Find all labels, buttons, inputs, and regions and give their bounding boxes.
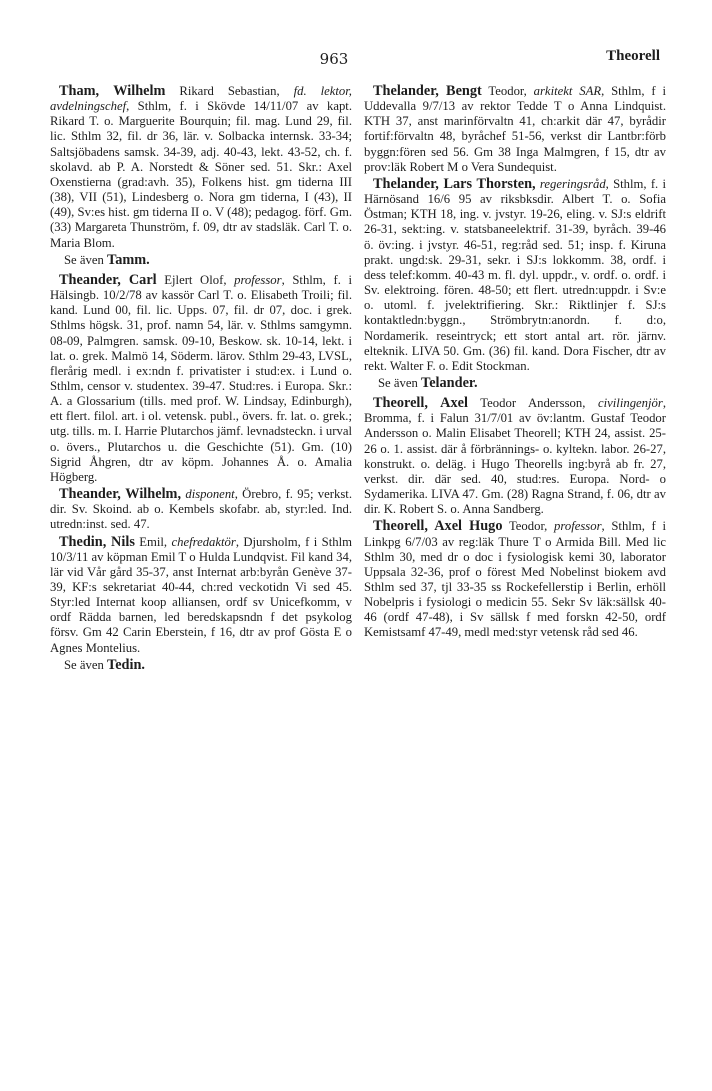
- entry-title: arkitekt SAR: [533, 84, 602, 98]
- see-also-ref: Tamm.: [106, 251, 150, 268]
- entry-body: , Sthlm, f i Linkpg 6/7/03 av reg:läk Thure T o Armida Bill. Med lic Sthlm 30, med dr o doc i fysiologisk kemi 30, laborator Uppsala 32-36, prof o förest Med Nobelinst biokem avd Sthlm sed 37, tjl 33-35 ss Rockefellerstip i Berlin, erhöll Nobelpris i fysiologi o medicin 55. Sekr Sv läk:sällsk 40-46 (ordf 47-48), i Sv sällsk f med forskn 42-50, ordf Kemistsamf 47-49, medl med:styr vetensk råd sed 46.: [364, 519, 666, 640]
- entry-body: , Sthlm, f. i Skövde 14/11/07 av kapt. Rikard T. o. Marguerite Bourquin; fil. mag. Lund 29, fil. lic. Sthlm 32, fil. dr 36, lär. v. Solbacka internsk. 33-34; Saltsjöbadens samsk. 34-39, adj. 40-43, lekt. 43-52, ch. f. skolavd. ab P. A. Norstedt & Söner sed. 51. Skr.: Axel Oxenstierna (grad:avh. 35), Folkens hist. gm tiderna III (38), VII (51), Lindesberg o. Nora gm tiderna, I (43), II (49), Sv:es hist. gm tiderna II o. V (48); pedagog. förf. Gm. (33) Margareta Thunström, f. 09, dtr av stadsläk. Carl T. o. Maria Blom.: [50, 99, 352, 250]
- see-also-label: Se även: [64, 657, 104, 672]
- entry-name: Thelander, Bengt: [373, 83, 482, 99]
- entry-title: professor: [554, 519, 602, 534]
- see-also-label: Se även: [378, 375, 418, 390]
- entry-body: , Bromma, f. i Falun 31/7/01 av öv:lantm. Gustaf Teodor Andersson o. Malin Elisabet Theorell; KTH 24, assist. 25-26 o. 1. assist. där å förbrännings- o. kyltekn. labor. 26-27, konstrukt. o. deläg. i Hugo Theorells ing:byrå ab fr. 27, verkst. dir. där sed. 40, stud:res. Europa. Nord- o Sydamerika. LIVA 47. Gm. (28) Ragna Strand, f. 06, dtr av dir. K. Robert S. o. Anna Sandberg.: [364, 396, 666, 517]
- entry-name: Theander, Carl: [59, 271, 157, 288]
- entry-theorell-axel-hugo: [364, 519, 666, 640]
- entry-body: , Sthlm, f i Uddevalla 9/7/13 av rektor Tedde T o Anna Lindquist. KTH 37, anst marinförvaltn 41, ch:arkit där 47, byrådir fortif:förvaltn 48, byråchef 51-56, verkst dir Lantbr:förb byggn:fören sed 56. Gm 38 Inga Malmgren, f 15, dtr av prov:läk Robert M o Vera Sundequist.: [364, 84, 666, 174]
- entry-given-names: Teodor,: [481, 84, 534, 98]
- entry-given-names: Emil,: [134, 534, 172, 549]
- entry-name: Theorell, Axel Hugo: [373, 518, 503, 535]
- entry-body: , Sthlm, f. i Hälsingb. 10/2/78 av kassör Carl T. o. Elisabeth Troili; fil. kand. Lund 00, fil. lic. Upps. 07, fil. dr 07, doc. i grek. Sthlms högsk. 31, prof. namn 54, lär. v. Sthlms samgymn. 08-09, Palmgren. samsk. 09-10, Beskow. sk. 10-14, lekt. i lat. o. grek. Malmö 14, Söderm. lärov. Sthlm 29-43, LVSL, flerårig medl. i ex:ndn f. privatister i stud:ex. i Lund o. Sthlm, censor v. studentex. 39-47. Stud:res. i Europa. Skr.: A. a Glossarium (tills. med prof. W. Lindsay, Edinburgh), ett flert. filol. art. i ol. vetensk. publ., övers. fr. lat. o. grek.; utg. tills. m. I. Harrie Plutarchos jämf. levnadsteckn. i urval o. övers., Plutarchos u. die Geschichte (51). Gm. (10) Sigrid Åhgren, dtr av köpm. Johannes Å. o. Amalia Högberg.: [50, 272, 352, 484]
- entry-given-names: Ejlert Olof,: [156, 272, 235, 287]
- entry-body: , Örebro, f. 95; verkst. dir. Sv. Skoind. ab o. Kembels skofabr. ab, styr:led. Ind. utredn:inst. sed. 47.: [50, 487, 352, 532]
- entry-body: , Djursholm, f i Sthlm 10/3/11 av köpman Emil T o Hulda Lundqvist. Fil kand 34, lär vid Vår gård 35-37, anst Internat arb:byrån Genève 37-39, KF:s sekretariat 40-44, ch:red veckotidn Vi sed 45. Styr:led Internat koop alliansen, ordf sv Unicefkomm, v ordf Rädda barnen, led beredskapsndn f det psykolog försv. Gm 42 Carin Eberstein, f 16, dtr av prof Gösta E o Agnes Montelius.: [50, 534, 352, 655]
- left-column: [50, 84, 352, 678]
- see-also-ref: Telander.: [420, 374, 478, 391]
- entry-name: Tham, Wilhelm: [59, 83, 166, 99]
- entry-name: Theorell, Axel: [373, 395, 468, 412]
- see-also-tamm: [64, 253, 352, 268]
- entry-given-names: Teodor Andersson,: [467, 396, 598, 411]
- entry-thelander-lars-thorsten: [364, 177, 666, 374]
- entry-tham-wilhelm: [50, 84, 352, 251]
- running-head: Theorell: [606, 48, 660, 64]
- entry-title: disponent: [185, 487, 235, 502]
- entry-given-names: Rikard Sebastian,: [165, 84, 294, 98]
- entry-name: Thelander, Lars Thorsten,: [373, 175, 536, 192]
- entry-thedin-nils: [50, 535, 352, 656]
- entry-title: civilingenjör: [597, 396, 663, 411]
- see-also-ref: Tedin.: [106, 656, 146, 673]
- entry-theander-wilhelm: [50, 487, 352, 532]
- entry-title: regeringsråd: [539, 176, 606, 191]
- entry-thelander-bengt: [364, 84, 666, 175]
- entry-title: fd. lektor, avdelningschef: [50, 84, 352, 114]
- page-number: 963: [319, 50, 349, 68]
- see-also-telander: [378, 376, 666, 391]
- entry-name: Theander, Wilhelm,: [59, 486, 182, 503]
- entry-theorell-axel: [364, 396, 666, 517]
- entry-title: professor: [234, 272, 282, 287]
- entry-title: chefredaktör: [171, 534, 236, 549]
- entry-body: , Sthlm, f. i Härnösand 16/6 95 av riksbksdir. Albert T. o. Sofia Östman; KTH 18, ing. v. jvstyr. 19-26, eling. v. SJ:s eldrift 26-31, sekt:ing. v. statsbaneelektrif. 31-39, byråch. 39-46 ö. öv:ing. i jvstyr. 46-51, reg:råd sed. 51; insp. f. Kiruna prakt. ungd:sk. 29-31, sekr. i SJ:s lokkomm. 38, ordf. i dess telef:komm. 40-43 m. fl. dyl. uppdr., v. ordf. o. ordf. i Sv. elektroing. fören. 48-50; ett flert. utredn:uppdr. i Sv:e o. utoml. f. jvelektrifiering. Skr.: Riktlinjer f. SJ:s kontaktledn:byggn., Strömbrytn:anordn. f. d:o, Nordamerik. reseintryck; ett stort antal art. rör. järnv. elteknik. LIVA 50. Gm. (36) fil. kand. Dora Fischer, dtr av rekt. Walter F. o. Edit Stockman.: [364, 176, 666, 373]
- entry-given-names: Teodor,: [502, 519, 555, 534]
- right-column: [364, 84, 666, 643]
- entry-name: Thedin, Nils: [59, 533, 135, 550]
- see-also-tedin: [64, 658, 352, 673]
- entry-theander-carl: [50, 273, 352, 485]
- see-also-label: Se även: [64, 252, 104, 267]
